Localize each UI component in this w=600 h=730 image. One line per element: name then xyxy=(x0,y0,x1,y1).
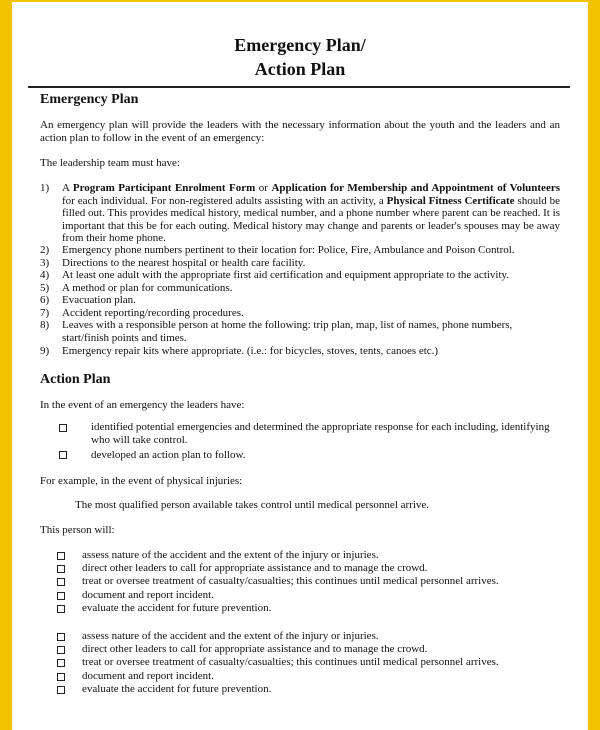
checklist-item-text: document and report incident. xyxy=(82,670,214,682)
document-title-line1: Emergency Plan/ xyxy=(234,35,366,55)
list-item-number: 8) xyxy=(40,319,50,331)
item1-text-mid: for each individual. For non-registered adults assisting with an activity, a xyxy=(62,194,387,207)
intro-paragraph: An emergency plan will provide the leaders with the necessary information about the youth and the leaders and an action plan to follow in the event of an emergency: xyxy=(40,119,560,144)
checklist-item-text: identified potential emergencies and determined the appropriate response for each including, identifying xyxy=(91,421,550,433)
checklist-item-text: assess nature of the accident and the extent of the injury or injuries. xyxy=(82,630,379,642)
section-heading-emergency-plan: Emergency Plan xyxy=(40,92,139,107)
item1-text-a: A xyxy=(62,182,73,194)
checkbox[interactable] xyxy=(57,659,65,667)
list-item-number: 4) xyxy=(40,269,50,281)
section-heading-action-plan: Action Plan xyxy=(40,372,111,387)
list-item-number: 5) xyxy=(40,282,50,294)
example-intro: For example, in the event of physical injuries: xyxy=(40,475,243,487)
list-item-text: start/finish points and times. xyxy=(62,332,187,344)
form-membership: Application for Membership and Appointment of Volunteers xyxy=(271,182,560,194)
checklist-item-text: developed an action plan to follow. xyxy=(91,449,246,461)
checkbox[interactable] xyxy=(57,686,65,694)
qualified-person-text: The most qualified person available takes control until medical personnel arrive. xyxy=(75,499,430,511)
checklist-item-text: treat or oversee treatment of casualty/casualties; this continues until medical personnel arrives. xyxy=(82,656,499,668)
form-fitness-certificate: Physical Fitness Certificate xyxy=(386,194,515,207)
checkbox[interactable] xyxy=(57,646,65,654)
checkbox[interactable] xyxy=(57,552,65,560)
checklist-item-text: evaluate the accident for future prevention. xyxy=(82,602,272,614)
checklist-item-text: who will take control. xyxy=(91,434,188,446)
list-item-text: Evacuation plan. xyxy=(62,294,136,306)
checklist-item-text: evaluate the accident for future prevention. xyxy=(82,683,272,695)
list-item-text: At least one adult with the appropriate first aid certification and equipment appropriate to the activity. xyxy=(62,269,510,281)
document-title-line2: Action Plan xyxy=(254,59,346,79)
list-item-text: Directions to the nearest hospital or health care facility. xyxy=(62,257,306,269)
list-item-text xyxy=(62,182,560,245)
checklist-item-text: assess nature of the accident and the extent of the injury or injuries. xyxy=(82,549,379,561)
list-item-number: 6) xyxy=(40,294,50,306)
checklist-item-text: direct other leaders to call for appropriate assistance and to manage the crowd. xyxy=(82,643,428,655)
leadership-intro: The leadership team must have: xyxy=(40,157,180,169)
emergency-intro: In the event of an emergency the leaders have: xyxy=(40,399,245,411)
checkbox[interactable] xyxy=(57,673,65,681)
checklist-item-text: direct other leaders to call for appropriate assistance and to manage the crowd. xyxy=(82,562,428,574)
checkbox[interactable] xyxy=(57,605,65,613)
checkbox[interactable] xyxy=(59,451,67,459)
checkbox[interactable] xyxy=(59,424,67,432)
list-item-text: Emergency phone numbers pertinent to their location for: Police, Fire, Ambulance and Poison Control. xyxy=(62,244,515,256)
list-item-number: 2) xyxy=(40,244,50,256)
person-will-text: This person will: xyxy=(40,524,115,536)
document-page xyxy=(12,2,588,730)
checklist-item-text: document and report incident. xyxy=(82,589,214,601)
title-rule xyxy=(28,86,570,88)
checkbox[interactable] xyxy=(57,578,65,586)
list-item-number: 3) xyxy=(40,257,50,269)
list-item-text: Accident reporting/recording procedures. xyxy=(62,307,244,319)
form-enrolment: Program Participant Enrolment Form xyxy=(72,182,256,194)
item1-text-or: or xyxy=(255,182,272,194)
list-item-number: 7) xyxy=(40,307,50,319)
checklist-item-text: treat or oversee treatment of casualty/casualties; this continues until medical personnel arrives. xyxy=(82,575,499,587)
list-item-number: 9) xyxy=(40,345,50,357)
checkbox[interactable] xyxy=(57,565,65,573)
list-item-number: 1) xyxy=(40,182,50,194)
list-item-text: Leaves with a responsible person at home the following: trip plan, map, list of names, phone numbers, xyxy=(62,319,513,331)
list-item-text: Emergency repair kits where appropriate. (i.e.: for bicycles, stoves, tents, canoes etc.) xyxy=(62,345,439,357)
checkbox[interactable] xyxy=(57,592,65,600)
item1-text-rest: should be filled out. This provides medical history, medical number, and a phone number where parent can be reached. It is important that this be for each outing. Medical history may change and parents or leader's spouses may be away from their home phone. xyxy=(62,194,561,244)
list-item-text: A method or plan for communications. xyxy=(62,282,233,294)
checkbox[interactable] xyxy=(57,633,65,641)
